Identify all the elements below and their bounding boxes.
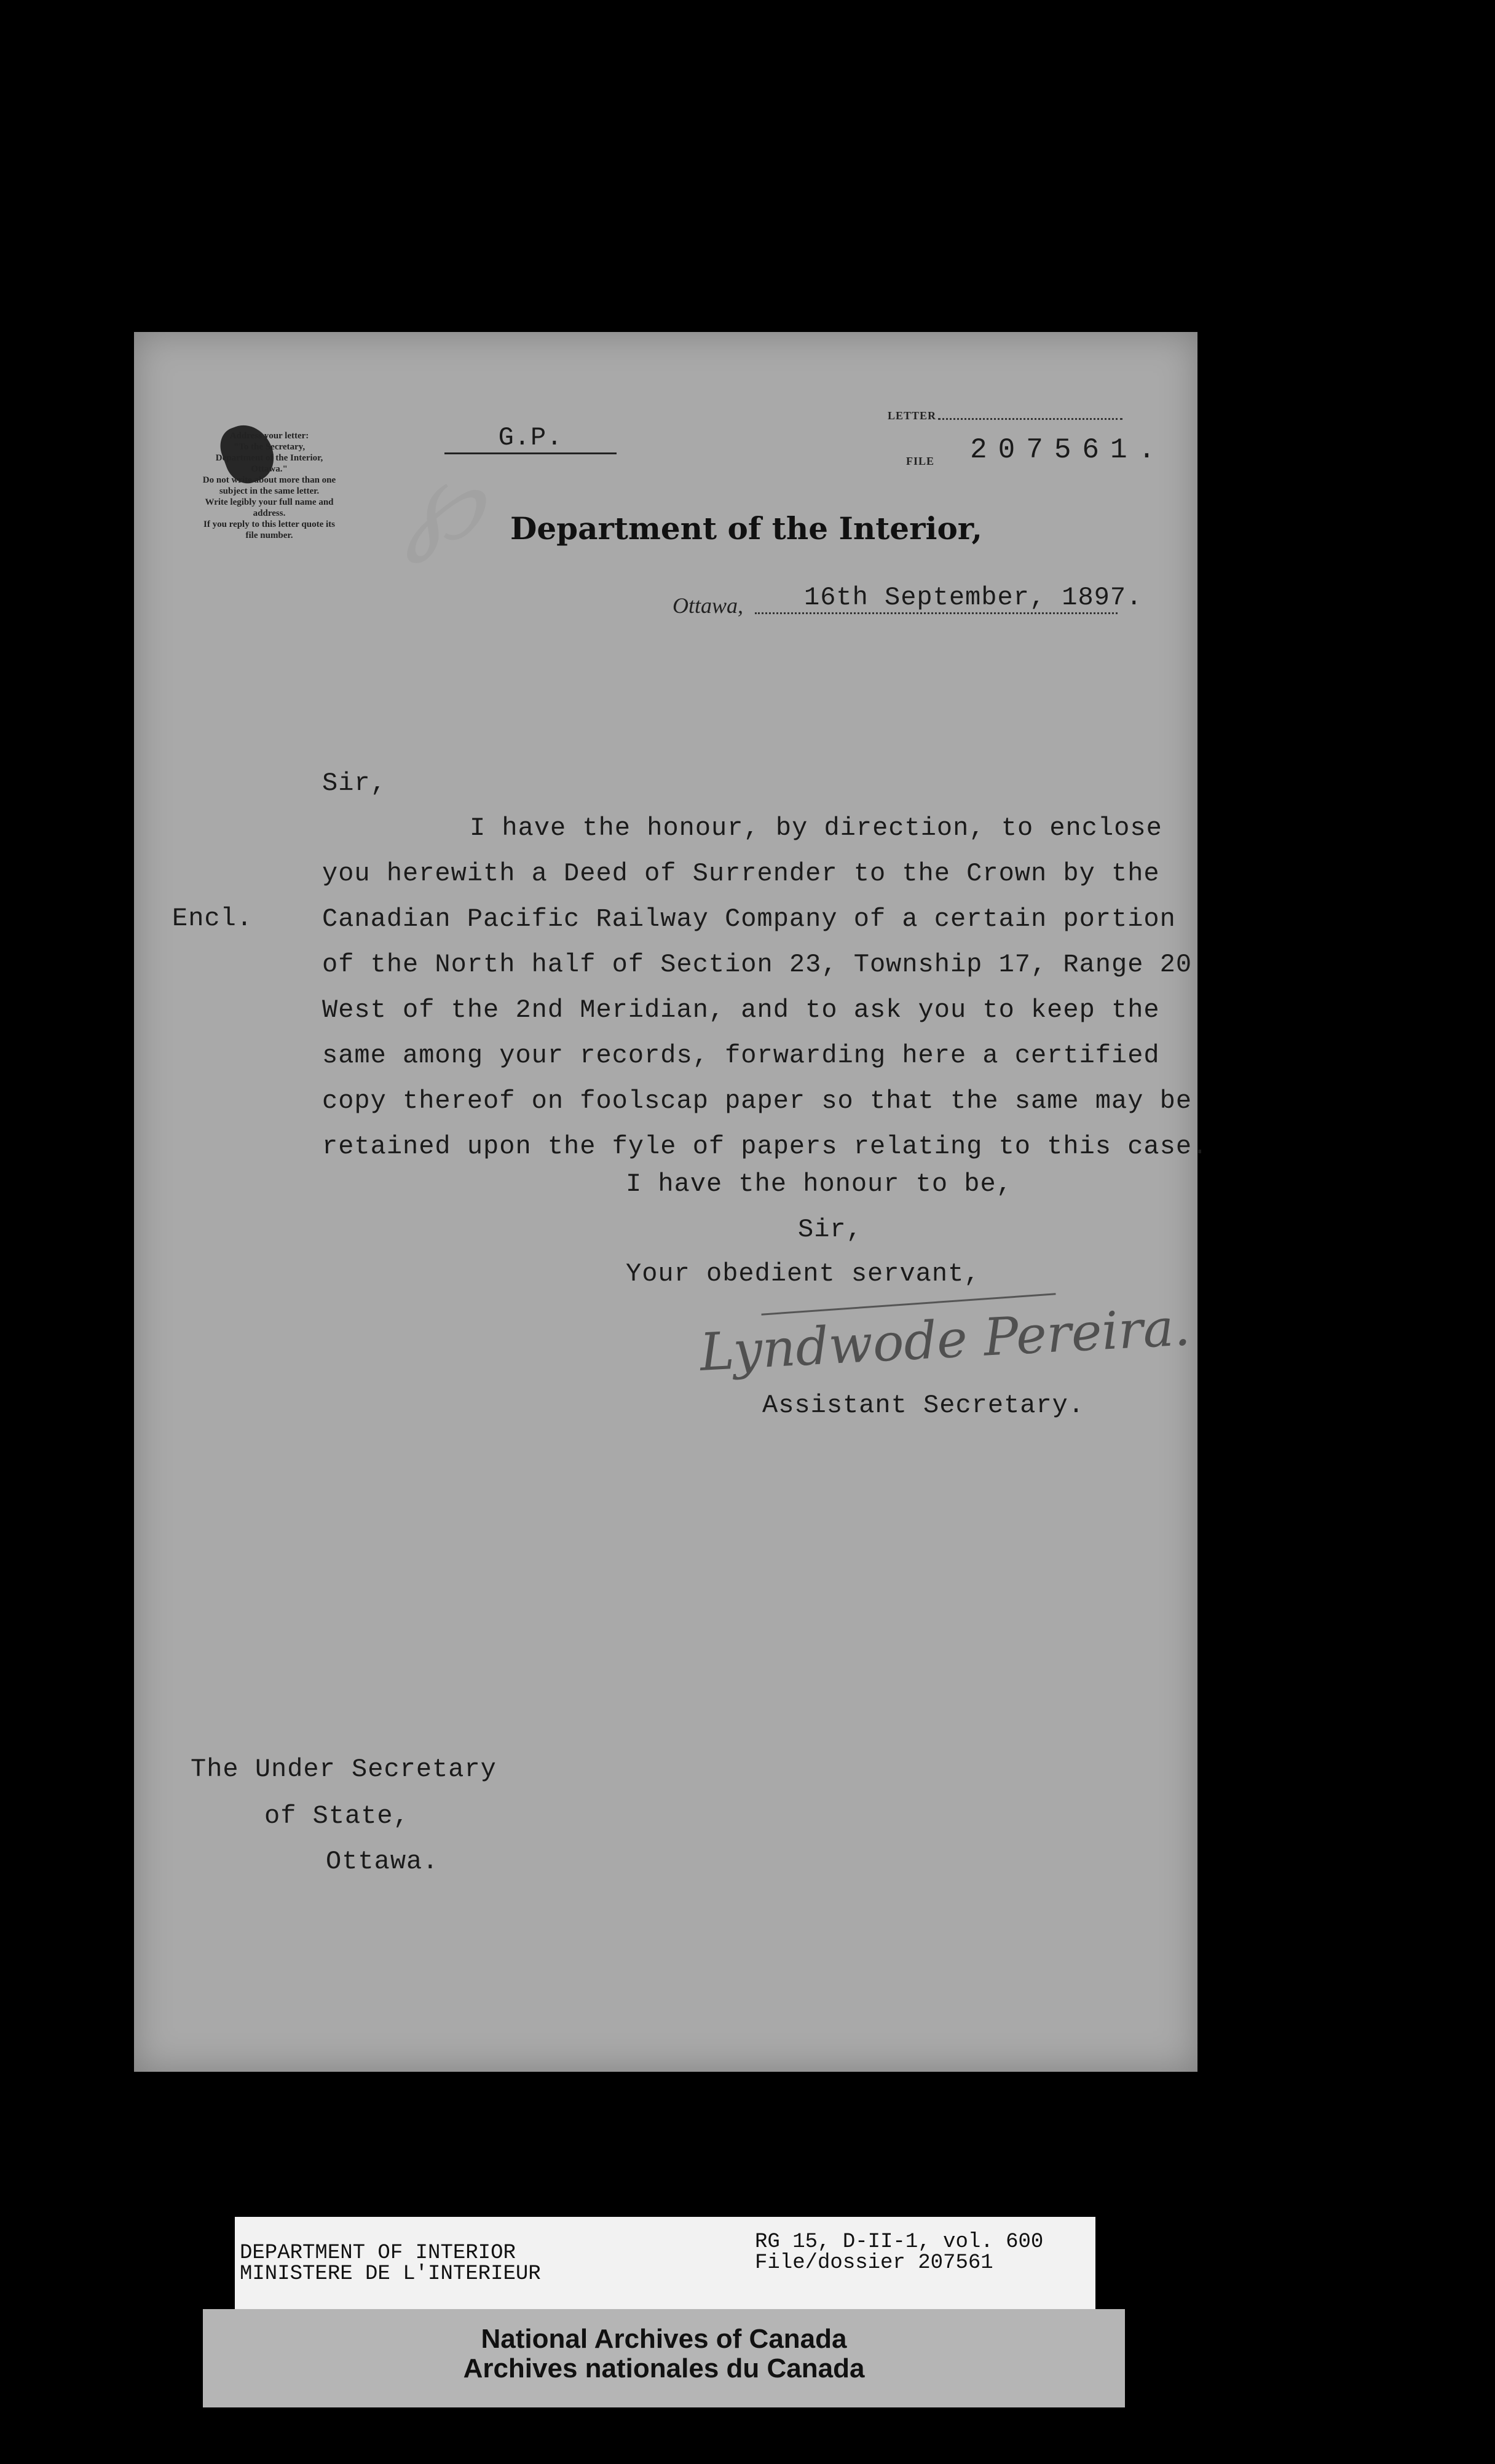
date-dotted-line bbox=[755, 612, 1118, 614]
body-line: I have the honour, by direction, to enclose bbox=[470, 813, 1162, 843]
notice-line: "To the Secretary, bbox=[233, 442, 306, 452]
addressee-line: The Under Secretary bbox=[191, 1755, 497, 1784]
body-line: of the North half of Section 23, Township 17, Range 20 bbox=[322, 950, 1193, 979]
notice-line: address. bbox=[253, 508, 286, 518]
addressee-line: of State, bbox=[264, 1801, 409, 1831]
notice-line: Department of the Interior, bbox=[215, 453, 323, 463]
file-label: FILE bbox=[906, 455, 935, 467]
handwritten-signature: Lyndwode Pereira. bbox=[698, 1297, 1192, 1383]
letter-page bbox=[134, 332, 1209, 2072]
notice-line: If you reply to this letter quote its bbox=[203, 519, 335, 529]
department-fr: MINISTERE DE L'INTERIEUR bbox=[240, 2262, 541, 2286]
notice-line: file number. bbox=[245, 531, 293, 540]
body-line: copy thereof on foolscap paper so that the same may be bbox=[322, 1086, 1193, 1116]
body-line: same among your records, forwarding here a certified bbox=[322, 1041, 1160, 1070]
body-line: Canadian Pacific Railway Company of a certain portion bbox=[322, 904, 1176, 934]
place-label: Ottawa, bbox=[673, 593, 744, 618]
closing-line: I have the honour to be, bbox=[626, 1169, 1012, 1199]
file-number: 207561. bbox=[970, 434, 1167, 466]
archives-name-en: National Archives of Canada bbox=[481, 2324, 847, 2354]
closing-line: Your obedient servant, bbox=[626, 1259, 980, 1289]
notice-line: subject in the same letter. bbox=[219, 486, 320, 496]
archives-banner bbox=[203, 2309, 1125, 2407]
letter-dotted-line bbox=[938, 418, 1122, 420]
notice-line: Ottawa." bbox=[251, 464, 288, 474]
notice-line: Do not write about more than one bbox=[202, 475, 336, 485]
salutation: Sir, bbox=[322, 768, 387, 798]
letter-label: LETTER bbox=[888, 409, 937, 422]
embossed-watermark: ℘ bbox=[404, 440, 482, 563]
enclosure-note: Encl. bbox=[172, 904, 253, 933]
record-group: RG 15, D-II-1, vol. 600 bbox=[755, 2230, 1044, 2254]
department-en: DEPARTMENT OF INTERIOR bbox=[240, 2241, 516, 2265]
addressee-line: Ottawa. bbox=[326, 1847, 439, 1876]
archive-reference-card bbox=[235, 2217, 1095, 2309]
letter-date: 16th September, 1897. bbox=[804, 583, 1143, 612]
file-dossier: File/dossier 207561 bbox=[755, 2251, 993, 2275]
body-line: you herewith a Deed of Surrender to the Crown by the bbox=[322, 859, 1160, 888]
closing-line: Sir, bbox=[798, 1215, 862, 1244]
department-heading: Department of the Interior, bbox=[510, 510, 982, 547]
gp-mark: G.P. bbox=[444, 423, 617, 454]
notice-line: Write legibly your full name and bbox=[205, 497, 334, 507]
signer-title: Assistant Secretary. bbox=[762, 1391, 1085, 1420]
body-line: West of the 2nd Meridian, and to ask you to keep the bbox=[322, 995, 1160, 1025]
archives-name-fr: Archives nationales du Canada bbox=[463, 2353, 865, 2383]
reply-instructions bbox=[177, 430, 361, 541]
body-line: retained upon the fyle of papers relating to this case. bbox=[322, 1132, 1209, 1161]
notice-line: Address your letter: bbox=[229, 431, 309, 441]
